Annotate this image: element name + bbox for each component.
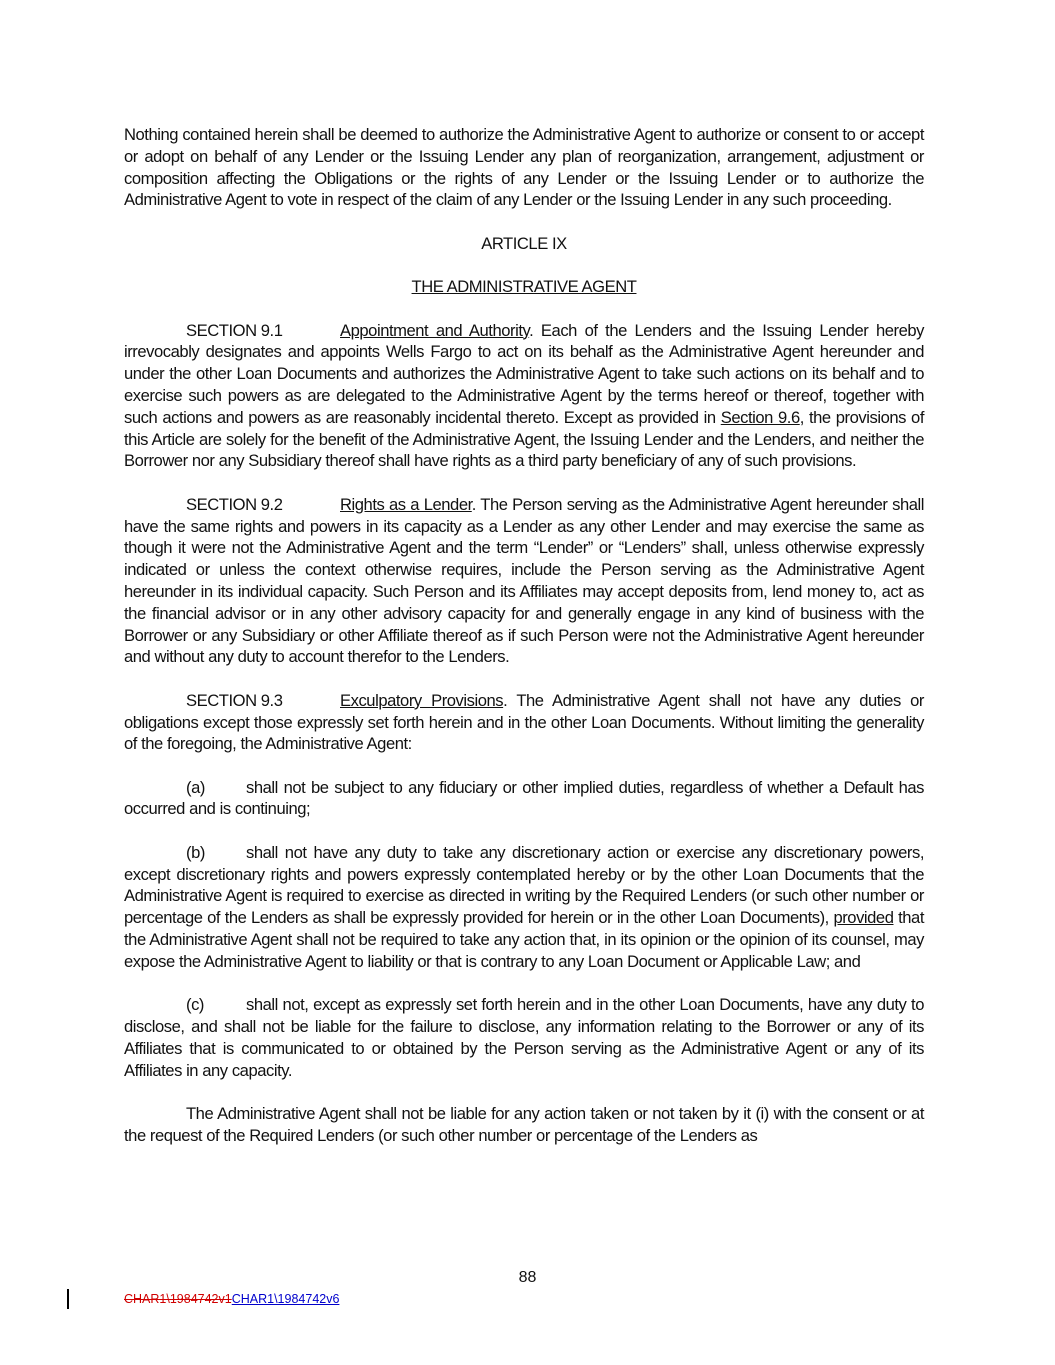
section-9-1-number: SECTION 9.1 bbox=[186, 320, 283, 340]
item-b bbox=[124, 842, 924, 973]
section-9-2 bbox=[124, 494, 924, 668]
document-id-inserted: CHAR1\1984742v6 bbox=[231, 1292, 340, 1306]
item-b-text-a: shall not have any duty to take any discretionary action or exercise any discretionary powers, except discretionary rights and powers expressly contemplated hereby or by the other Loan Documents that the Administrative Agent is required to exercise as directed in writing by the Required Lenders (or such other number or percentage of the Lenders as shall be expressly provided for herein or in the other Loan Documents), bbox=[124, 842, 924, 928]
section-9-2-heading: Rights as a Lender bbox=[340, 494, 472, 514]
section-9-1-heading: Appointment and Authority bbox=[340, 320, 530, 340]
intro-paragraph bbox=[124, 124, 924, 211]
item-a bbox=[124, 777, 924, 821]
article-title bbox=[124, 276, 924, 298]
item-c-text: shall not, except as expressly set forth herein and in the other Loan Documents, have any duty to disclose, and shall not be liable for the failure to disclose, any information relating to the Borrower or any of its Affiliates that is communicated to or obtained by the Person serving as the Administrative Agent or any of its Affiliates in any capacity. bbox=[124, 995, 924, 1080]
item-b-text-b: that the Administrative Agent shall not be required to take any action that, in its opinion or the opinion of its counsel, may expose the Administrative Agent to liability or that is contrary to any Loan Document or Applicable Law; and bbox=[124, 908, 924, 971]
section-9-1-text-a: . Each of the Lenders and the Issuing Lender hereby irrevocably designates and appoints Wells Fargo to act on its behalf as the Administrative Agent hereunder and under the other Loan Documents and authorizes the Administrative Agent to take such actions on its behalf and to exercise such powers as are delegated to the Administrative Agent by the terms hereof or thereof, together with such actions and powers as are reasonably incidental thereto. Except as provided in bbox=[124, 320, 924, 427]
section-9-3-heading: Exculpatory Provisions bbox=[340, 690, 504, 710]
item-c bbox=[124, 994, 924, 1081]
closing-paragraph bbox=[124, 1103, 924, 1147]
closing-text: The Administrative Agent shall not be liable for any action taken or not taken by it (i) with the consent or at the request of the Required Lenders (or such other number or percentage of the Lenders as bbox=[124, 1104, 924, 1145]
article-number: ARTICLE IX bbox=[481, 233, 567, 253]
item-b-label: (b) bbox=[186, 842, 205, 862]
document-id bbox=[124, 1292, 339, 1306]
section-9-3 bbox=[124, 690, 924, 755]
section-9-2-text: . The Person serving as the Administrative Agent hereunder shall have the same rights and powers in its capacity as a Lender as any other Lender and may exercise the same as though it were not the Administrative Agent and the term “Lender” or “Lenders” shall, unless otherwise expressly indicated or unless the context otherwise requires, include the Person serving as the Administrative Agent hereunder in its individual capacity. Such Person and its Affiliates may accept deposits from, lend money to, act as the financial advisor or in any other advisory capacity for and generally engage in any kind of business with the Borrower or any Subsidiary or other Affiliate thereof as if such Person were not the Administrative Agent hereunder and without any duty to account therefor to the Lenders. bbox=[124, 494, 924, 667]
section-9-6-reference: Section 9.6 bbox=[720, 407, 800, 427]
section-9-3-text: . The Administrative Agent shall not have any duties or obligations except those expressly set forth herein and in the other Loan Documents. Without limiting the generality of the foregoing, the Administrative Agent: bbox=[124, 690, 924, 754]
article-title-text: THE ADMINISTRATIVE AGENT bbox=[411, 277, 637, 297]
section-9-3-number: SECTION 9.3 bbox=[186, 690, 283, 710]
section-9-1 bbox=[124, 320, 924, 473]
item-a-text: shall not be subject to any fiduciary or other implied duties, regardless of whether a Default has occurred and is continuing; bbox=[124, 777, 924, 819]
section-9-2-number: SECTION 9.2 bbox=[186, 494, 283, 514]
document-page bbox=[124, 124, 924, 1168]
document-id-deleted: CHAR1\1984742v1 bbox=[124, 1292, 232, 1306]
item-a-label: (a) bbox=[186, 777, 205, 797]
intro-text: Nothing contained herein shall be deemed to authorize the Administrative Agent to authorize or consent to or accept or adopt on behalf of any Lender or the Issuing Lender any plan of reorganization, arrangement, adjustment or composition affecting the Obligations or the rights of any Lender or the Issuing Lender or to authorize the Administrative Agent to vote in respect of the claim of any Lender or the Issuing Lender in any such proceeding. bbox=[124, 125, 924, 210]
provided-term: provided bbox=[833, 908, 894, 928]
page-number: 88 bbox=[518, 1269, 537, 1286]
revision-change-bar bbox=[67, 1289, 69, 1309]
section-9-1-text-b: , the provisions of this Article are solely for the benefit of the Administrative Agent, the Issuing Lender and the Lenders, and neither the Borrower nor any Subsidiary thereof shall have rights as a third party beneficiary of any of such provisions. bbox=[124, 407, 924, 471]
item-c-label: (c) bbox=[186, 995, 204, 1015]
